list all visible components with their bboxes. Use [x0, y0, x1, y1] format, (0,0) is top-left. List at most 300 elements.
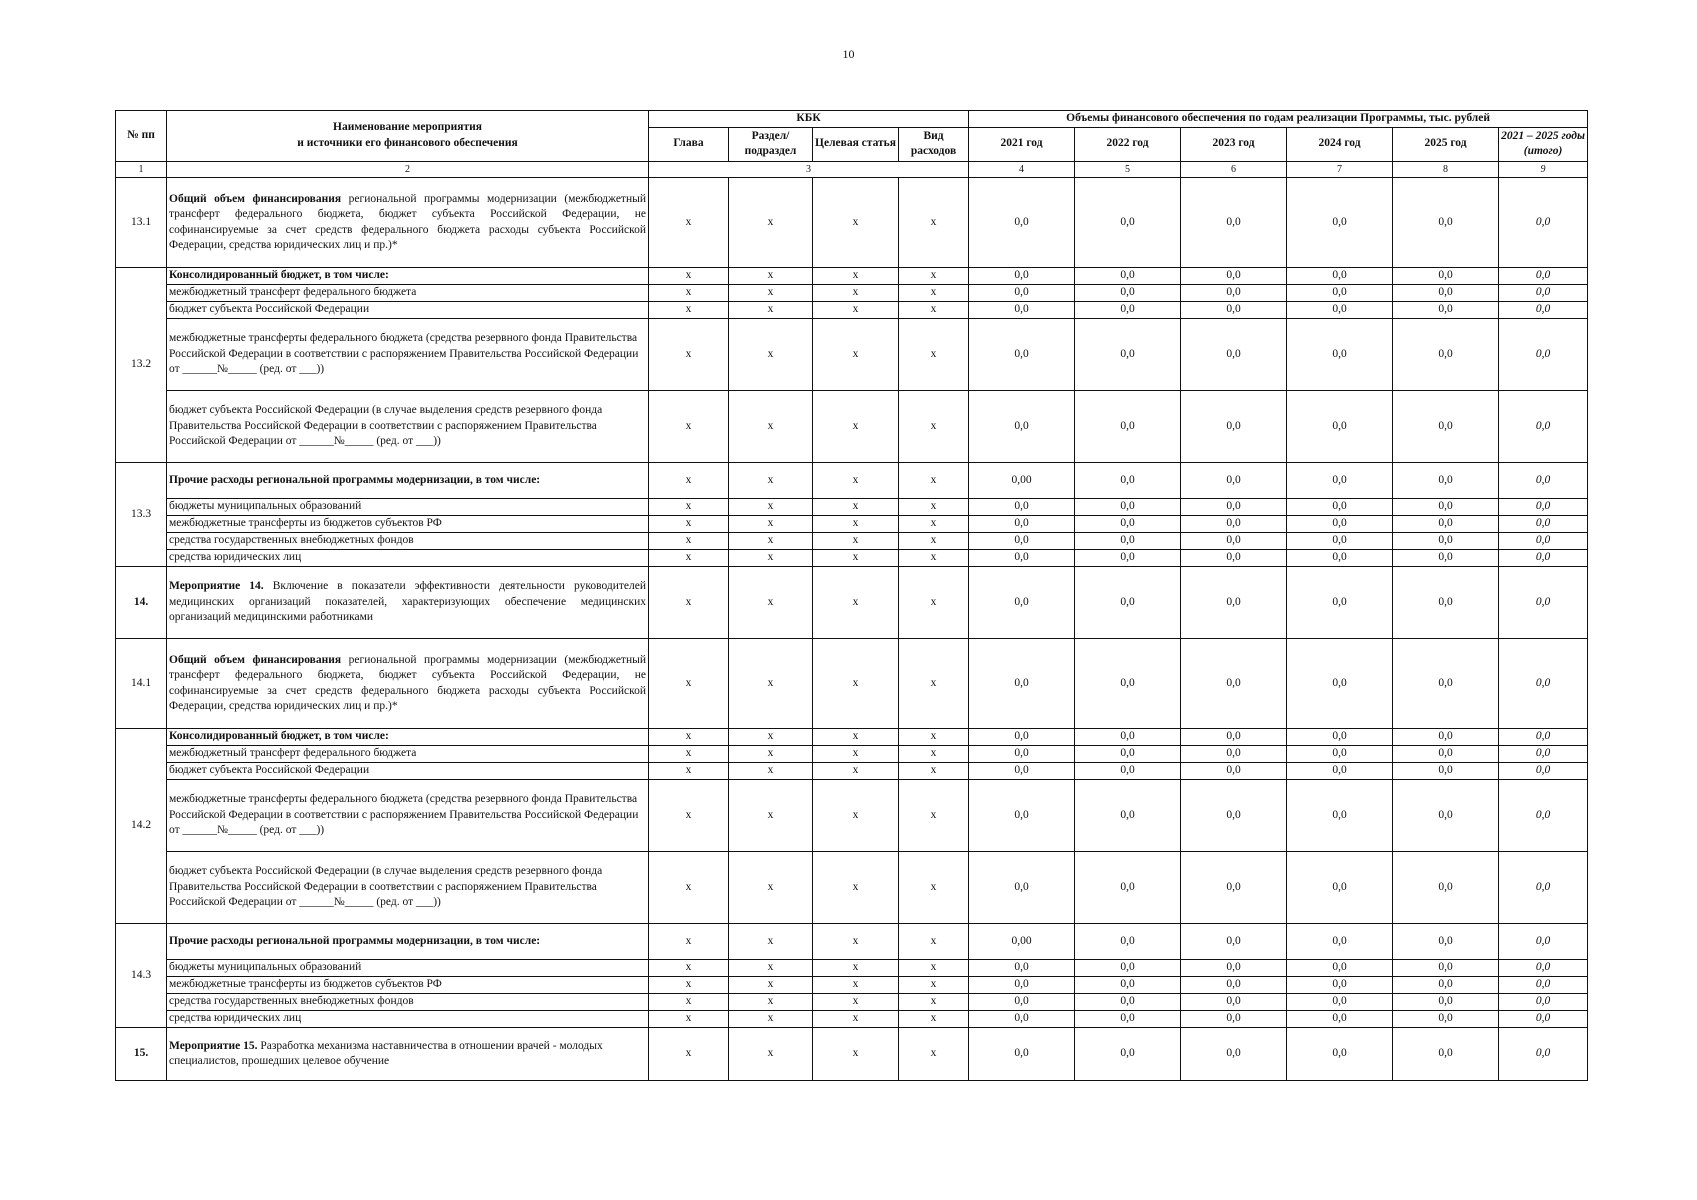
value-2021: 0,0 [969, 285, 1075, 302]
kbk-cell: x [649, 924, 729, 960]
value-2023: 0,0 [1181, 550, 1287, 567]
kbk-cell: x [813, 924, 899, 960]
kbk-cell: x [649, 391, 729, 463]
kbk-cell: x [729, 924, 813, 960]
row-name [167, 639, 649, 729]
row-name: межбюджетные трансферты федерального бюджета (средства резервного фонда Правительства Российской Федерации в соответствии с распоряжением Правительства Российской Федерации от ______№_____ (ред. от ___)) [167, 780, 649, 852]
kbk-cell: x [899, 285, 969, 302]
value-2025: 0,0 [1393, 763, 1499, 780]
header-year-0: 2021 год [969, 127, 1075, 161]
text: региональной программы модернизации (межбюджетный трансферт федерального бюджета, бюджет субъекта Российской Федерации, не софинансируемые за счет средств федерального бюджета расходы субъекта Российской Федерации, средства юридических лиц и пр.)* [169, 653, 646, 712]
kbk-cell: x [813, 516, 899, 533]
header-kbk-razdel: Раздел/ подраздел [729, 127, 813, 161]
kbk-cell: x [729, 639, 813, 729]
value-2025: 0,0 [1393, 1011, 1499, 1028]
value-2023: 0,0 [1181, 639, 1287, 729]
kbk-cell: x [729, 516, 813, 533]
kbk-cell: x [899, 499, 969, 516]
value-2023: 0,0 [1181, 852, 1287, 924]
value-2021: 0,0 [969, 319, 1075, 391]
value-2024: 0,0 [1287, 302, 1393, 319]
row-number: 13.3 [116, 463, 167, 567]
kbk-cell: x [899, 780, 969, 852]
value-2022: 0,0 [1075, 533, 1181, 550]
value-2023: 0,0 [1181, 319, 1287, 391]
value-total: 0,0 [1499, 852, 1588, 924]
header-kbk-celevaya: Целевая статья [813, 127, 899, 161]
value-2021: 0,0 [969, 994, 1075, 1011]
kbk-cell: x [729, 852, 813, 924]
kbk-cell: x [649, 499, 729, 516]
value-2022: 0,0 [1075, 1011, 1181, 1028]
table-row [116, 319, 1588, 391]
kbk-cell: x [899, 268, 969, 285]
kbk-cell: x [729, 391, 813, 463]
kbk-cell: x [899, 1028, 969, 1081]
value-2022: 0,0 [1075, 729, 1181, 746]
kbk-cell: x [813, 391, 899, 463]
table-row [116, 302, 1588, 319]
value-2023: 0,0 [1181, 763, 1287, 780]
value-2024: 0,0 [1287, 319, 1393, 391]
kbk-cell: x [649, 516, 729, 533]
value-2021: 0,00 [969, 924, 1075, 960]
value-total: 0,0 [1499, 924, 1588, 960]
col-number: 3 [649, 161, 969, 178]
value-2021: 0,0 [969, 178, 1075, 268]
header-no-text: № пп [127, 129, 155, 141]
kbk-cell: x [813, 302, 899, 319]
value-total: 0,0 [1499, 977, 1588, 994]
value-2023: 0,0 [1181, 567, 1287, 639]
table-row [116, 463, 1588, 499]
value-2025: 0,0 [1393, 319, 1499, 391]
row-name: Консолидированный бюджет, в том числе: [167, 268, 649, 285]
table-row [116, 746, 1588, 763]
kbk-cell: x [649, 533, 729, 550]
kbk-cell: x [813, 499, 899, 516]
col-number: 5 [1075, 161, 1181, 178]
value-2022: 0,0 [1075, 567, 1181, 639]
value-2024: 0,0 [1287, 533, 1393, 550]
kbk-cell: x [899, 960, 969, 977]
value-2022: 0,0 [1075, 499, 1181, 516]
row-number: 14.2 [116, 729, 167, 924]
row-number: 15. [116, 1028, 167, 1081]
kbk-cell: x [813, 960, 899, 977]
table-row [116, 924, 1588, 960]
row-name: бюджет субъекта Российской Федерации (в случае выделения средств резервного фонда Правительства Российской Федерации в соответствии с распоряжением Правительства Российской Федерации от ______№_____ (ред. от ___)) [167, 391, 649, 463]
header-year-3: 2024 год [1287, 127, 1393, 161]
value-2021: 0,0 [969, 729, 1075, 746]
row-name: бюджет субъекта Российской Федерации [167, 302, 649, 319]
kbk-cell: x [813, 178, 899, 268]
row-number: 14.3 [116, 924, 167, 1028]
value-2025: 0,0 [1393, 639, 1499, 729]
text-bold: Общий объем финансирования [169, 192, 342, 205]
kbk-cell: x [649, 285, 729, 302]
value-2021: 0,0 [969, 499, 1075, 516]
col-number: 2 [167, 161, 649, 178]
kbk-cell: x [649, 302, 729, 319]
kbk-cell: x [813, 268, 899, 285]
value-2025: 0,0 [1393, 302, 1499, 319]
value-2025: 0,0 [1393, 994, 1499, 1011]
table-row [116, 285, 1588, 302]
row-name [167, 1028, 649, 1081]
value-2024: 0,0 [1287, 994, 1393, 1011]
value-2021: 0,0 [969, 516, 1075, 533]
row-name: межбюджетный трансферт федерального бюджета [167, 746, 649, 763]
value-2023: 0,0 [1181, 960, 1287, 977]
table-row [116, 550, 1588, 567]
kbk-cell: x [729, 994, 813, 1011]
table-row [116, 391, 1588, 463]
row-name: средства юридических лиц [167, 550, 649, 567]
value-2025: 0,0 [1393, 1028, 1499, 1081]
value-2021: 0,0 [969, 1011, 1075, 1028]
kbk-cell: x [899, 763, 969, 780]
value-total: 0,0 [1499, 319, 1588, 391]
header-year-2: 2023 год [1181, 127, 1287, 161]
kbk-cell: x [899, 977, 969, 994]
table-row [116, 1011, 1588, 1028]
col-number: 1 [116, 161, 167, 178]
kbk-cell: x [813, 994, 899, 1011]
value-2022: 0,0 [1075, 1028, 1181, 1081]
kbk-cell: x [813, 763, 899, 780]
value-2025: 0,0 [1393, 746, 1499, 763]
value-2025: 0,0 [1393, 977, 1499, 994]
value-2022: 0,0 [1075, 302, 1181, 319]
row-name: бюджеты муниципальных образований [167, 499, 649, 516]
kbk-cell: x [899, 924, 969, 960]
value-2024: 0,0 [1287, 763, 1393, 780]
value-2022: 0,0 [1075, 924, 1181, 960]
value-2021: 0,0 [969, 763, 1075, 780]
text: Включение в показатели эффективности деятельности руководителей медицинских организаций показателей, характеризующих обеспечение медицинских организаций медицинскими работниками [169, 580, 647, 624]
value-2022: 0,0 [1075, 319, 1181, 391]
value-2023: 0,0 [1181, 302, 1287, 319]
value-2023: 0,0 [1181, 533, 1287, 550]
value-2024: 0,0 [1287, 499, 1393, 516]
table-row [116, 268, 1588, 285]
value-total: 0,0 [1499, 639, 1588, 729]
value-2022: 0,0 [1075, 977, 1181, 994]
value-2025: 0,0 [1393, 268, 1499, 285]
value-total: 0,0 [1499, 302, 1588, 319]
header-year-1: 2022 год [1075, 127, 1181, 161]
header-volumes: Объемы финансового обеспечения по годам реализации Программы, тыс. рублей [969, 111, 1588, 128]
value-2025: 0,0 [1393, 567, 1499, 639]
kbk-cell: x [899, 852, 969, 924]
kbk-cell: x [729, 533, 813, 550]
kbk-cell: x [813, 1011, 899, 1028]
value-2024: 0,0 [1287, 463, 1393, 499]
value-2025: 0,0 [1393, 463, 1499, 499]
kbk-cell: x [813, 533, 899, 550]
value-2024: 0,0 [1287, 567, 1393, 639]
value-2024: 0,0 [1287, 977, 1393, 994]
kbk-cell: x [729, 463, 813, 499]
value-total: 0,0 [1499, 729, 1588, 746]
value-2022: 0,0 [1075, 178, 1181, 268]
value-total: 0,0 [1499, 550, 1588, 567]
value-total: 0,0 [1499, 1011, 1588, 1028]
value-2021: 0,0 [969, 1028, 1075, 1081]
row-name: межбюджетные трансферты из бюджетов субъектов РФ [167, 977, 649, 994]
value-2025: 0,0 [1393, 780, 1499, 852]
kbk-cell: x [813, 285, 899, 302]
value-2022: 0,0 [1075, 960, 1181, 977]
kbk-cell: x [899, 567, 969, 639]
kbk-cell: x [649, 852, 729, 924]
kbk-cell: x [649, 763, 729, 780]
value-2021: 0,00 [969, 463, 1075, 499]
value-total: 0,0 [1499, 516, 1588, 533]
value-2024: 0,0 [1287, 1028, 1393, 1081]
col-number: 4 [969, 161, 1075, 178]
kbk-cell: x [899, 391, 969, 463]
row-name: бюджет субъекта Российской Федерации [167, 763, 649, 780]
table-row [116, 161, 1588, 178]
kbk-cell: x [899, 302, 969, 319]
kbk-cell: x [729, 729, 813, 746]
kbk-cell: x [729, 550, 813, 567]
value-2023: 0,0 [1181, 746, 1287, 763]
header-kbk-vid: Вид расходов [899, 127, 969, 161]
value-2024: 0,0 [1287, 178, 1393, 268]
kbk-cell: x [729, 285, 813, 302]
col-number: 6 [1181, 161, 1287, 178]
text-bold: Мероприятие 15. [169, 1039, 258, 1052]
value-2022: 0,0 [1075, 268, 1181, 285]
value-2022: 0,0 [1075, 852, 1181, 924]
table-row [116, 763, 1588, 780]
value-2023: 0,0 [1181, 1028, 1287, 1081]
kbk-cell: x [649, 178, 729, 268]
value-2023: 0,0 [1181, 499, 1287, 516]
kbk-cell: x [649, 639, 729, 729]
value-total: 0,0 [1499, 763, 1588, 780]
kbk-cell: x [813, 729, 899, 746]
value-total: 0,0 [1499, 1028, 1588, 1081]
financing-table [115, 110, 1588, 1081]
kbk-cell: x [813, 550, 899, 567]
value-2024: 0,0 [1287, 852, 1393, 924]
value-total: 0,0 [1499, 960, 1588, 977]
kbk-cell: x [899, 550, 969, 567]
value-2021: 0,0 [969, 302, 1075, 319]
value-2024: 0,0 [1287, 780, 1393, 852]
table-row [116, 178, 1588, 268]
kbk-cell: x [813, 463, 899, 499]
kbk-cell: x [729, 977, 813, 994]
value-2023: 0,0 [1181, 977, 1287, 994]
value-total: 0,0 [1499, 463, 1588, 499]
value-2023: 0,0 [1181, 391, 1287, 463]
value-total: 0,0 [1499, 268, 1588, 285]
kbk-cell: x [649, 960, 729, 977]
value-2021: 0,0 [969, 780, 1075, 852]
value-total: 0,0 [1499, 285, 1588, 302]
value-2022: 0,0 [1075, 463, 1181, 499]
value-2021: 0,0 [969, 977, 1075, 994]
row-number: 14.1 [116, 639, 167, 729]
value-2024: 0,0 [1287, 746, 1393, 763]
value-total: 0,0 [1499, 499, 1588, 516]
row-name: Консолидированный бюджет, в том числе: [167, 729, 649, 746]
row-name: бюджет субъекта Российской Федерации (в случае выделения средств резервного фонда Правительства Российской Федерации в соответствии с распоряжением Правительства Российской Федерации от ______№_____ (ред. от ___)) [167, 852, 649, 924]
value-2024: 0,0 [1287, 924, 1393, 960]
value-2025: 0,0 [1393, 391, 1499, 463]
text: региональной программы модернизации (межбюджетный трансферт федерального бюджета, бюджет субъекта Российской Федерации, не софинансируемые за счет средств федерального бюджета расходы субъекта Российской Федерации, средства юридических лиц и пр.)* [169, 192, 646, 251]
value-2025: 0,0 [1393, 852, 1499, 924]
table-row [116, 567, 1588, 639]
kbk-cell: x [899, 994, 969, 1011]
value-2021: 0,0 [969, 746, 1075, 763]
value-2024: 0,0 [1287, 285, 1393, 302]
value-2025: 0,0 [1393, 499, 1499, 516]
row-name: Прочие расходы региональной программы модернизации, в том числе: [167, 924, 649, 960]
kbk-cell: x [899, 639, 969, 729]
value-total: 0,0 [1499, 178, 1588, 268]
value-2023: 0,0 [1181, 285, 1287, 302]
value-2023: 0,0 [1181, 924, 1287, 960]
row-number: 13.2 [116, 268, 167, 463]
value-2025: 0,0 [1393, 533, 1499, 550]
kbk-cell: x [899, 178, 969, 268]
text-bold: Мероприятие 14. [169, 580, 264, 593]
kbk-cell: x [729, 178, 813, 268]
value-total: 0,0 [1499, 780, 1588, 852]
row-name: межбюджетные трансферты из бюджетов субъектов РФ [167, 516, 649, 533]
value-2023: 0,0 [1181, 780, 1287, 852]
kbk-cell: x [813, 852, 899, 924]
kbk-cell: x [649, 780, 729, 852]
kbk-cell: x [813, 639, 899, 729]
text: Разработка механизма наставничества в отношении врачей - молодых специалистов, прошедших целевое обучение [169, 1039, 603, 1067]
value-total: 0,0 [1499, 746, 1588, 763]
value-2021: 0,0 [969, 852, 1075, 924]
value-2025: 0,0 [1393, 550, 1499, 567]
value-2021: 0,0 [969, 533, 1075, 550]
value-2022: 0,0 [1075, 763, 1181, 780]
value-2023: 0,0 [1181, 178, 1287, 268]
header-kbk-glava: Глава [649, 127, 729, 161]
kbk-cell: x [729, 746, 813, 763]
kbk-cell: x [813, 746, 899, 763]
table-row [116, 111, 1588, 128]
value-total: 0,0 [1499, 994, 1588, 1011]
kbk-cell: x [899, 746, 969, 763]
value-2025: 0,0 [1393, 178, 1499, 268]
value-total: 0,0 [1499, 567, 1588, 639]
row-number: 14. [116, 567, 167, 639]
value-2022: 0,0 [1075, 639, 1181, 729]
header-no [116, 111, 167, 162]
header-year-5: 2021 – 2025 годы (итого) [1499, 127, 1588, 161]
value-2024: 0,0 [1287, 639, 1393, 729]
table-row [116, 729, 1588, 746]
kbk-cell: x [899, 1011, 969, 1028]
kbk-cell: x [649, 567, 729, 639]
row-name: средства юридических лиц [167, 1011, 649, 1028]
value-2024: 0,0 [1287, 960, 1393, 977]
kbk-cell: x [649, 1028, 729, 1081]
col-number: 9 [1499, 161, 1588, 178]
kbk-cell: x [899, 463, 969, 499]
value-2023: 0,0 [1181, 994, 1287, 1011]
page-number: 10 [842, 47, 855, 61]
kbk-cell: x [729, 499, 813, 516]
kbk-cell: x [649, 729, 729, 746]
value-2023: 0,0 [1181, 268, 1287, 285]
value-2021: 0,0 [969, 960, 1075, 977]
kbk-cell: x [813, 319, 899, 391]
value-2023: 0,0 [1181, 729, 1287, 746]
kbk-cell: x [649, 268, 729, 285]
kbk-cell: x [899, 516, 969, 533]
kbk-cell: x [729, 1028, 813, 1081]
row-name: средства государственных внебюджетных фондов [167, 533, 649, 550]
kbk-cell: x [729, 780, 813, 852]
header-year-4: 2025 год [1393, 127, 1499, 161]
kbk-cell: x [729, 567, 813, 639]
value-2022: 0,0 [1075, 285, 1181, 302]
kbk-cell: x [649, 977, 729, 994]
value-2021: 0,0 [969, 550, 1075, 567]
table-row [116, 1028, 1588, 1081]
table-row [116, 852, 1588, 924]
kbk-cell: x [729, 1011, 813, 1028]
value-2023: 0,0 [1181, 1011, 1287, 1028]
row-name [167, 178, 649, 268]
header-kbk: КБК [649, 111, 969, 128]
table-row [116, 499, 1588, 516]
table-row [116, 994, 1588, 1011]
value-2021: 0,0 [969, 567, 1075, 639]
row-name: бюджеты муниципальных образований [167, 960, 649, 977]
value-2024: 0,0 [1287, 516, 1393, 533]
table-row [116, 533, 1588, 550]
kbk-cell: x [649, 1011, 729, 1028]
value-2024: 0,0 [1287, 729, 1393, 746]
header-name [167, 111, 649, 162]
value-total: 0,0 [1499, 391, 1588, 463]
value-2021: 0,0 [969, 391, 1075, 463]
value-2021: 0,0 [969, 268, 1075, 285]
row-name [167, 567, 649, 639]
kbk-cell: x [899, 729, 969, 746]
kbk-cell: x [649, 994, 729, 1011]
kbk-cell: x [649, 550, 729, 567]
kbk-cell: x [729, 960, 813, 977]
value-2024: 0,0 [1287, 391, 1393, 463]
row-number: 13.1 [116, 178, 167, 268]
value-2024: 0,0 [1287, 268, 1393, 285]
kbk-cell: x [813, 567, 899, 639]
value-2022: 0,0 [1075, 746, 1181, 763]
table-row [116, 780, 1588, 852]
table-row [116, 516, 1588, 533]
value-2023: 0,0 [1181, 463, 1287, 499]
value-2024: 0,0 [1287, 1011, 1393, 1028]
row-name: средства государственных внебюджетных фондов [167, 994, 649, 1011]
value-2022: 0,0 [1075, 391, 1181, 463]
col-number: 8 [1393, 161, 1499, 178]
kbk-cell: x [899, 319, 969, 391]
